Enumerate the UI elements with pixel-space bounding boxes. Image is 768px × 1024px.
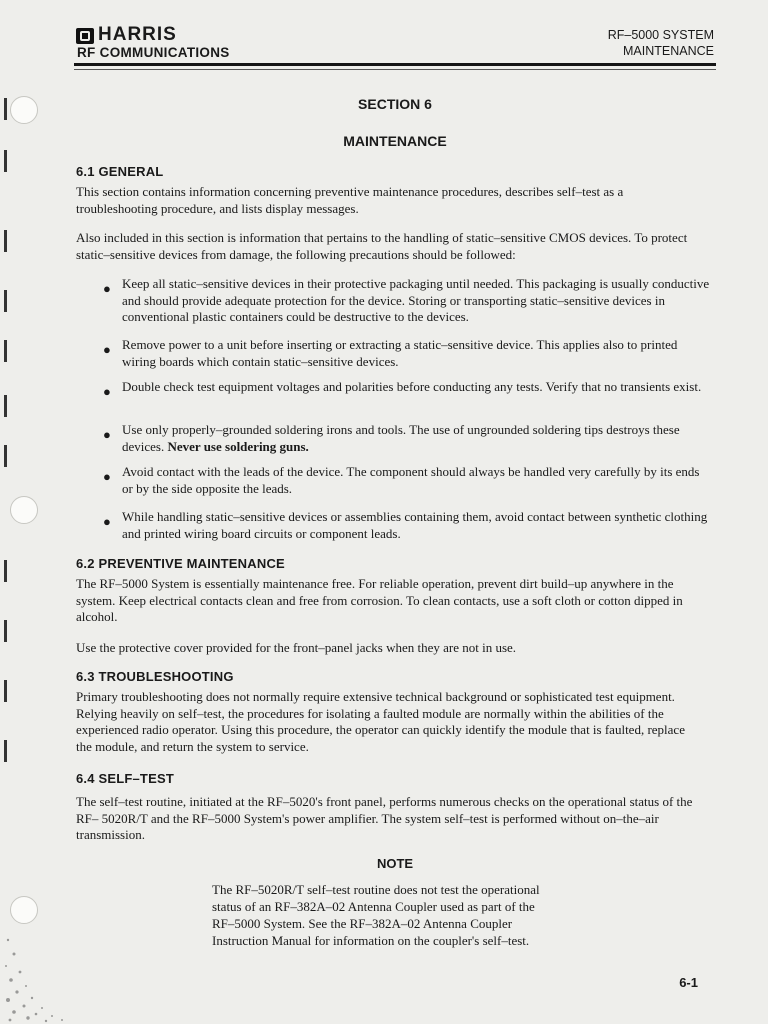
bullet-icon: ● — [103, 514, 111, 529]
list-item: While handling static–sensitive devices or assemblies containing them, avoid contact between synthetic clothing and printed wiring board circuits or component leads. — [122, 509, 708, 541]
paragraph: The self–test routine, initiated at the RF–5020's front panel, performs numerous checks on the operational status of the RF– 5020R/T and the RF–5000 System's power amplifier. The system self–test is performed without on–the–air transmission. — [76, 794, 693, 842]
heading-self-test: 6.4 SELF–TEST — [76, 771, 174, 786]
paragraph: The RF–5000 System is essentially maintenance free. For reliable operation, prevent dirt build–up anywhere in the system. Keep electrical contacts clean and free from corrosion. To clean contacts, use a soft cloth or cotton dipped in alcohol. — [76, 576, 683, 624]
margin-mark — [4, 230, 7, 252]
bullet-icon: ● — [103, 342, 111, 357]
margin-mark — [4, 98, 7, 120]
running-header — [608, 27, 714, 59]
bullet-icon: ● — [103, 281, 111, 296]
system-name: RF–5000 SYSTEM — [607, 28, 714, 42]
page-number: 6-1 — [679, 975, 698, 990]
list-item: Remove power to a unit before inserting or extracting a static–sensitive device. This applies also to printed wiring boards which contain static–sensitive devices. — [122, 337, 678, 369]
emphasis-text: Never use soldering guns. — [167, 438, 309, 454]
margin-mark — [4, 150, 7, 172]
note-title: NOTE — [376, 856, 414, 871]
bullet-icon: ● — [103, 427, 111, 442]
header-rule — [74, 63, 716, 66]
bullet-icon: ● — [103, 469, 111, 484]
section-title: MAINTENANCE — [343, 133, 447, 149]
paragraph: This section contains information concerning preventive maintenance procedures, describes self–test as a troubleshooting procedure, and lists display messages. — [76, 184, 624, 216]
list-item: Avoid contact with the leads of the device. The component should always be handled very carefully by its ends or by the side opposite the leads. — [122, 464, 700, 496]
margin-mark — [4, 680, 7, 702]
punch-hole — [10, 496, 38, 524]
brand-name: HARRIS — [98, 24, 177, 45]
margin-mark — [4, 740, 7, 762]
harris-logo-icon — [76, 28, 94, 44]
margin-mark — [4, 445, 7, 467]
heading-preventive-maintenance: 6.2 PREVENTIVE MAINTENANCE — [76, 556, 285, 571]
margin-mark — [4, 290, 7, 312]
margin-mark — [4, 620, 7, 642]
section-number: SECTION 6 — [358, 96, 432, 112]
paragraph: Use the protective cover provided for the front–panel jacks when they are not in use. — [76, 640, 517, 655]
margin-mark — [4, 340, 7, 362]
paragraph: Primary troubleshooting does not normally require extensive technical background or sophisticated test equipment. Relying heavily on self–test, the procedures for isolating a faulted module are normally within the abilities of the experienced radio operator. Using this procedure, the operator can quickly identify the module that is faulted, replace the module, and return the system to service. — [76, 689, 685, 754]
margin-mark — [4, 395, 7, 417]
heading-general: 6.1 GENERAL — [76, 164, 164, 179]
margin-mark — [4, 560, 7, 582]
heading-troubleshooting: 6.3 TROUBLESHOOTING — [76, 669, 234, 684]
header-rule-thin — [74, 69, 716, 70]
division-name: RF COMMUNICATIONS — [77, 45, 230, 60]
list-item: Keep all static–sensitive devices in their protective packaging until needed. This packaging is usually conductive and should provide adequate protection for the device. Storing or transporting static–sensitive devices in conventional plastic containers could be destructive to the devices. — [122, 276, 710, 324]
header-section: MAINTENANCE — [623, 44, 714, 58]
scan-noise — [2, 920, 82, 1024]
bullet-icon: ● — [103, 384, 111, 399]
list-item-text: Use only properly–grounded soldering irons and tools. The use of ungrounded soldering tips destroys these devices. — [122, 422, 680, 454]
paragraph: Also included in this section is information that pertains to the handling of static–sensitive CMOS devices. To protect static–sensitive devices from damage, the following precautions should be followed: — [76, 230, 688, 262]
punch-hole — [10, 96, 38, 124]
list-item — [122, 422, 712, 455]
list-item: Double check test equipment voltages and polarities before conducting any tests. Verify that no transients exist. — [122, 379, 702, 394]
note-body: The RF–5020R/T self–test routine does not test the operational status of an RF–382A–02 Antenna Coupler used as part of the RF–5000 System. See the RF–382A–02 Antenna Coupler Instruction Manual for information on the coupler's self–test. — [212, 882, 540, 948]
